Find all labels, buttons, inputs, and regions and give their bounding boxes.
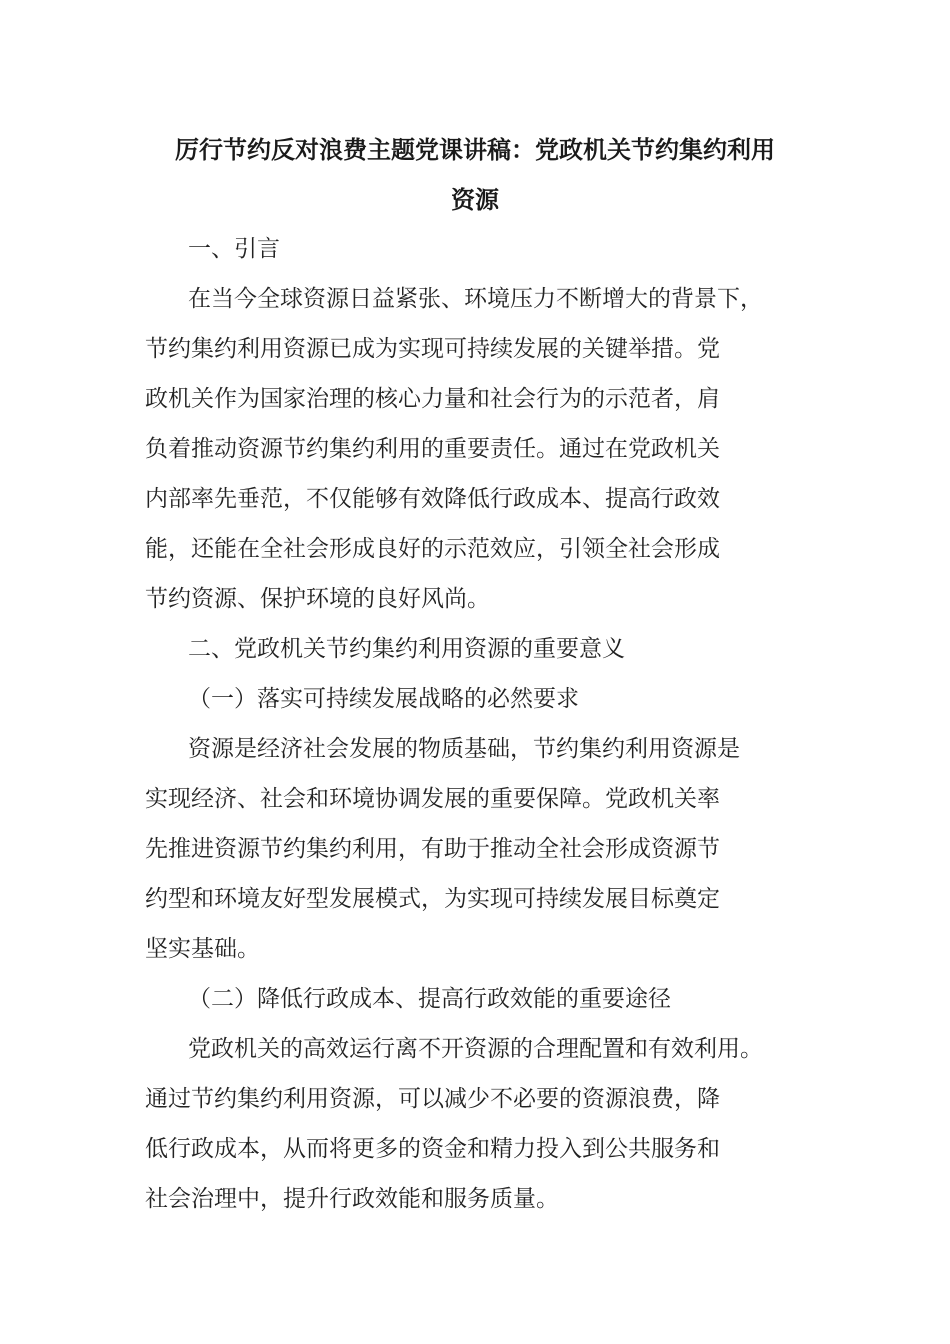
paragraph-line: 节约资源、保护环境的良好风尚。 [145,586,490,612]
subsection-heading-1: （一）落实可持续发展战略的必然要求 [188,686,579,712]
paragraph-line: 坚实基础。 [145,936,260,962]
subsection-heading-2: （二）降低行政成本、提高行政效能的重要途径 [188,986,671,1012]
paragraph-line: 内部率先垂范，不仅能够有效降低行政成本、提高行政效 [145,486,720,512]
paragraph-line: 节约集约利用资源已成为实现可持续发展的关键举措。党 [145,336,720,362]
paragraph-line: 政机关作为国家治理的核心力量和社会行为的示范者，肩 [145,386,720,412]
paragraph-line: 通过节约集约利用资源，可以减少不必要的资源浪费，降 [145,1086,720,1112]
paragraph-line: 资源是经济社会发展的物质基础，节约集约利用资源是 [188,736,740,762]
paragraph-line: 先推进资源节约集约利用，有助于推动全社会形成资源节 [145,836,720,862]
section-heading-significance: 二、党政机关节约集约利用资源的重要意义 [188,636,625,662]
paragraph-line: 低行政成本，从而将更多的资金和精力投入到公共服务和 [145,1136,720,1162]
document-title-line-2: 资源 [451,186,499,214]
paragraph-line: 负着推动资源节约集约利用的重要责任。通过在党政机关 [145,436,720,462]
section-heading-intro: 一、引言 [188,236,280,262]
paragraph-line: 党政机关的高效运行离不开资源的合理配置和有效利用。 [188,1036,763,1062]
paragraph-line: 约型和环境友好型发展模式，为实现可持续发展目标奠定 [145,886,720,912]
document-title-line-1: 厉行节约反对浪费主题党课讲稿：党政机关节约集约利用 [175,136,775,164]
paragraph-line: 社会治理中，提升行政效能和服务质量。 [145,1186,559,1212]
paragraph-line: 实现经济、社会和环境协调发展的重要保障。党政机关率 [145,786,720,812]
paragraph-line: 能，还能在全社会形成良好的示范效应，引领全社会形成 [145,536,720,562]
paragraph-line: 在当今全球资源日益紧张、环境压力不断增大的背景下， [188,286,763,312]
